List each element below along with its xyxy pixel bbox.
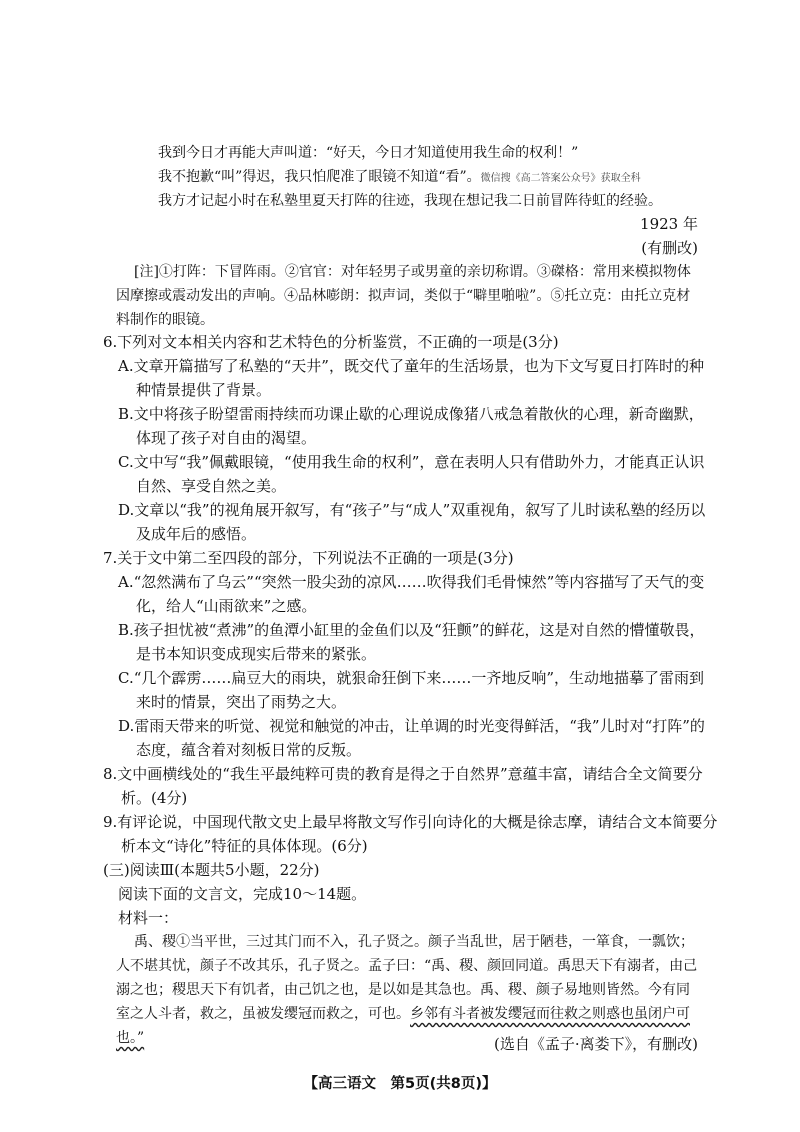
question-7-option-d: D.雷雨天带来的听觉、视觉和触觉的冲击，让单调的时光变得鲜活，“我”儿时对“打阵”的态度，蕴含着对刻板日常的反叛。 (118, 717, 705, 759)
classical-text-wavy-underlined: 乡邻有斗者被发缨冠而往救之则惑也虽闭户可也。” (116, 1006, 690, 1046)
question-8: 8.文中画横线处的“我生平最纯粹可贵的教育是得之于自然界”意蕴丰富，请结合全文简要分析。(4分) (103, 765, 703, 807)
question-6-option-a: A.文章开篇描写了私塾的“天井”，既交代了童年的生活场景，也为下文写夏日打阵时的种种情景提供了背景。 (118, 357, 704, 399)
passage-line-1: 我到今日才再能大声叫道：“好天，今日才知道使用我生命的权利！” (158, 145, 579, 161)
question-9: 9.有评论说，中国现代散文史上最早将散文写作引向诗化的大概是徐志摩，请结合文本简要分析本文“诗化”特征的具体体现。(6分) (103, 813, 718, 855)
passage-line-2 (158, 165, 778, 191)
passage-edited-note: (有删改) (641, 239, 698, 257)
classical-text-main: 禹、稷①当平世，三过其门而不入，孔子贤之。颜子当乱世，居于陋巷，一箪食，一瓢饮；人不堪其忧，颜子不改其乐，孔子贤之。孟子曰：“禹、稷、颜回同道。禹思天下有溺者，由己溺之也；稷思天下有饥者，由己饥之也，是以如是其急也。禹、稷、颜子易地则皆然。今有同室之人斗者，救之，虽被发缨冠而救之，可也。 (116, 934, 698, 1022)
question-7-stem: 7.关于文中第二至四段的部分，下列说法不正确的一项是(3分) (103, 549, 514, 567)
question-7-option-c: C.“几个霹雳……扁豆大的雨块，就狠命狂倒下来……一齐地反响”，生动地描摹了雷雨到来时的情景，突出了雨势之大。 (118, 669, 705, 711)
question-7-option-b: B.孩子担忧被“煮沸”的鱼潭小缸里的金鱼们以及“狂颤”的鲜花，这是对自然的懵懂敬畏，是书本知识变成现实后带来的紧张。 (118, 621, 705, 663)
reading-3-header: (三)阅读Ⅲ(本题共5小题，22分) (103, 861, 320, 879)
material-1-label: 材料一： (118, 909, 179, 927)
reading-3-instruction: 阅读下面的文言文，完成10～14题。 (118, 885, 367, 903)
question-6-option-d: D.文章以“我”的视角展开叙写，有“孩子”与“成人”双重视角，叙写了儿时读私塾的经历以及成年后的感悟。 (118, 501, 706, 543)
annotation-note: [注]①打阵：下冒阵雨。②官官：对年轻男子或男童的亲切称谓。③磔格：常用来模拟物体因摩擦或震动发出的声响。④品林嘭朗：拟声词，类似于“噼里啪啦”。⑤托立克：由托立克材料制作的眼镜。 (116, 264, 691, 328)
passage-year: 1923 年 (640, 215, 698, 233)
question-7-option-a: A.“忽然满布了乌云”“突然一股尖劲的凉风……吹得我们毛骨悚然”等内容描写了天气的变化，给人“山雨欲来”之感。 (118, 573, 705, 615)
watermark-text: 微信搜《高二答案公众号》获取全科 (480, 173, 641, 184)
question-6-option-c: C.文中写“我”佩戴眼镜，“使用我生命的权利”，意在表明人只有借助外力，才能真正认识自然、享受自然之美。 (118, 453, 705, 495)
page-footer: 【高三语文 第5页(共8页)】 (303, 1076, 497, 1092)
passage-line-3: 我方才记起小时在私塾里夏天打阵的往迹，我现在想记我二日前冒阵待虹的经验。 (158, 193, 662, 209)
question-6-option-b: B.文中将孩子盼望雷雨持续而功课止歇的心理说成像猪八戒急着散伙的心理，新奇幽默，体现了孩子对自由的渴望。 (118, 405, 704, 447)
passage-line-2-text: 我不抱歉“叫”得迟，我只怕爬准了眼镜不知道“看”。 (158, 169, 481, 185)
classical-source: (选自《孟子·离娄下》，有删改) (494, 1035, 698, 1053)
question-6-stem: 6.下列对文本相关内容和艺术特色的分析鉴赏，不正确的一项是(3分) (103, 333, 559, 351)
